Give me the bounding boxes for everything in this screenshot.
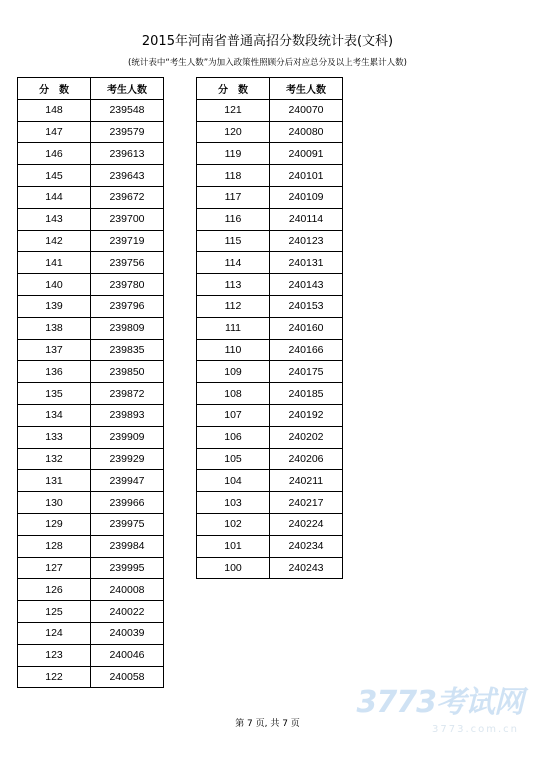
- table-row: [18, 143, 164, 165]
- document-title: 2015年河南省普通高招分数段统计表(文科): [141, 34, 394, 49]
- watermark-logo: 3773考试网: [356, 685, 523, 720]
- count-cell: 240080: [270, 121, 343, 143]
- table-row: [18, 557, 164, 579]
- score-cell: 117: [197, 186, 270, 208]
- count-cell: 239984: [91, 535, 164, 557]
- score-cell: 100: [197, 557, 270, 579]
- count-cell: 239966: [91, 492, 164, 514]
- count-cell: 240101: [270, 165, 343, 187]
- count-cell: 240192: [270, 404, 343, 426]
- table-row: [197, 383, 343, 405]
- count-cell: 240022: [91, 601, 164, 623]
- score-table-right: [196, 77, 343, 579]
- score-cell: 125: [18, 601, 91, 623]
- page-footer: 第 7 页, 共 7 页: [235, 719, 300, 729]
- watermark-url: 3773.com.cn: [432, 724, 519, 735]
- table-row: [197, 557, 343, 579]
- count-cell: 240206: [270, 448, 343, 470]
- count-cell: 239929: [91, 448, 164, 470]
- count-cell: 240058: [91, 666, 164, 688]
- count-cell: 239756: [91, 252, 164, 274]
- score-cell: 122: [18, 666, 91, 688]
- table-body: [197, 99, 343, 579]
- document-subtitle: (统计表中“考生人数”为加入政策性照顾分后对应总分及以上考生累计人数): [128, 58, 407, 68]
- table-row: [18, 601, 164, 623]
- score-cell: 143: [18, 208, 91, 230]
- count-cell: 239796: [91, 295, 164, 317]
- table-row: [18, 121, 164, 143]
- score-cell: 103: [197, 492, 270, 514]
- table-row: [18, 535, 164, 557]
- score-cell: 123: [18, 644, 91, 666]
- count-cell: 239719: [91, 230, 164, 252]
- count-column-header: 考生人数: [270, 78, 343, 100]
- table-row: [197, 274, 343, 296]
- table-row: [18, 426, 164, 448]
- score-cell: 115: [197, 230, 270, 252]
- score-cell: 133: [18, 426, 91, 448]
- table-row: [18, 252, 164, 274]
- table-header-row: [197, 78, 343, 100]
- table-row: [197, 535, 343, 557]
- table-row: [197, 143, 343, 165]
- count-cell: 239579: [91, 121, 164, 143]
- score-cell: 119: [197, 143, 270, 165]
- count-cell: 240114: [270, 208, 343, 230]
- count-cell: 239613: [91, 143, 164, 165]
- count-cell: 240046: [91, 644, 164, 666]
- table-row: [18, 317, 164, 339]
- table-row: [197, 208, 343, 230]
- count-cell: 240039: [91, 622, 164, 644]
- table-row: [197, 121, 343, 143]
- table-row: [197, 492, 343, 514]
- table-row: [197, 99, 343, 121]
- table-row: [18, 644, 164, 666]
- count-cell: 239909: [91, 426, 164, 448]
- score-cell: 147: [18, 121, 91, 143]
- table-row: [197, 404, 343, 426]
- count-cell: 240202: [270, 426, 343, 448]
- count-cell: 240217: [270, 492, 343, 514]
- table-row: [18, 230, 164, 252]
- score-cell: 114: [197, 252, 270, 274]
- table-row: [18, 99, 164, 121]
- count-cell: 239643: [91, 165, 164, 187]
- count-cell: 240224: [270, 513, 343, 535]
- table-row: [197, 339, 343, 361]
- table-row: [18, 208, 164, 230]
- score-cell: 106: [197, 426, 270, 448]
- count-cell: 239700: [91, 208, 164, 230]
- table-row: [18, 165, 164, 187]
- score-table-left: [17, 77, 164, 688]
- score-cell: 142: [18, 230, 91, 252]
- table-row: [197, 186, 343, 208]
- score-cell: 120: [197, 121, 270, 143]
- score-cell: 118: [197, 165, 270, 187]
- table-row: [18, 274, 164, 296]
- count-cell: 239780: [91, 274, 164, 296]
- score-cell: 134: [18, 404, 91, 426]
- score-cell: 144: [18, 186, 91, 208]
- count-cell: 240234: [270, 535, 343, 557]
- count-cell: 239975: [91, 513, 164, 535]
- score-cell: 105: [197, 448, 270, 470]
- table-row: [18, 186, 164, 208]
- table-row: [197, 230, 343, 252]
- score-cell: 101: [197, 535, 270, 557]
- table-row: [18, 448, 164, 470]
- table-row: [18, 622, 164, 644]
- score-cell: 137: [18, 339, 91, 361]
- table-row: [197, 252, 343, 274]
- table-body: [18, 99, 164, 688]
- score-cell: 104: [197, 470, 270, 492]
- score-cell: 129: [18, 513, 91, 535]
- score-cell: 127: [18, 557, 91, 579]
- table-row: [18, 383, 164, 405]
- count-cell: 239995: [91, 557, 164, 579]
- score-cell: 113: [197, 274, 270, 296]
- table-row: [18, 492, 164, 514]
- score-cell: 116: [197, 208, 270, 230]
- score-column-header: 分 数: [197, 78, 270, 100]
- count-cell: 240175: [270, 361, 343, 383]
- table-row: [18, 404, 164, 426]
- table-row: [197, 470, 343, 492]
- table-header-row: [18, 78, 164, 100]
- count-cell: 240166: [270, 339, 343, 361]
- table-row: [197, 165, 343, 187]
- table-row: [197, 426, 343, 448]
- score-cell: 148: [18, 99, 91, 121]
- score-cell: 124: [18, 622, 91, 644]
- score-cell: 135: [18, 383, 91, 405]
- table-row: [18, 513, 164, 535]
- score-cell: 112: [197, 295, 270, 317]
- score-cell: 136: [18, 361, 91, 383]
- score-cell: 128: [18, 535, 91, 557]
- score-cell: 145: [18, 165, 91, 187]
- score-cell: 139: [18, 295, 91, 317]
- count-cell: 240153: [270, 295, 343, 317]
- count-cell: 239872: [91, 383, 164, 405]
- count-cell: 240123: [270, 230, 343, 252]
- score-cell: 140: [18, 274, 91, 296]
- count-cell: 240243: [270, 557, 343, 579]
- table-row: [197, 317, 343, 339]
- count-column-header: 考生人数: [91, 78, 164, 100]
- table-row: [18, 470, 164, 492]
- count-cell: 239809: [91, 317, 164, 339]
- table-row: [18, 579, 164, 601]
- score-cell: 108: [197, 383, 270, 405]
- count-cell: 240109: [270, 186, 343, 208]
- table-row: [197, 295, 343, 317]
- score-column-header: 分 数: [18, 78, 91, 100]
- score-cell: 107: [197, 404, 270, 426]
- count-cell: 240211: [270, 470, 343, 492]
- score-cell: 110: [197, 339, 270, 361]
- count-cell: 239672: [91, 186, 164, 208]
- score-cell: 126: [18, 579, 91, 601]
- count-cell: 239947: [91, 470, 164, 492]
- table-row: [197, 361, 343, 383]
- table-row: [18, 666, 164, 688]
- count-cell: 240143: [270, 274, 343, 296]
- count-cell: 239893: [91, 404, 164, 426]
- count-cell: 240091: [270, 143, 343, 165]
- table-row: [18, 295, 164, 317]
- score-cell: 132: [18, 448, 91, 470]
- table-row: [197, 448, 343, 470]
- count-cell: 240160: [270, 317, 343, 339]
- count-cell: 240008: [91, 579, 164, 601]
- score-cell: 109: [197, 361, 270, 383]
- score-cell: 146: [18, 143, 91, 165]
- count-cell: 240070: [270, 99, 343, 121]
- score-cell: 130: [18, 492, 91, 514]
- score-cell: 141: [18, 252, 91, 274]
- score-cell: 111: [197, 317, 270, 339]
- score-cell: 131: [18, 470, 91, 492]
- count-cell: 239850: [91, 361, 164, 383]
- score-cell: 138: [18, 317, 91, 339]
- score-cell: 102: [197, 513, 270, 535]
- score-cell: 121: [197, 99, 270, 121]
- table-row: [18, 361, 164, 383]
- table-row: [197, 513, 343, 535]
- count-cell: 239548: [91, 99, 164, 121]
- count-cell: 239835: [91, 339, 164, 361]
- count-cell: 240131: [270, 252, 343, 274]
- table-row: [18, 339, 164, 361]
- watermark: [353, 686, 523, 746]
- count-cell: 240185: [270, 383, 343, 405]
